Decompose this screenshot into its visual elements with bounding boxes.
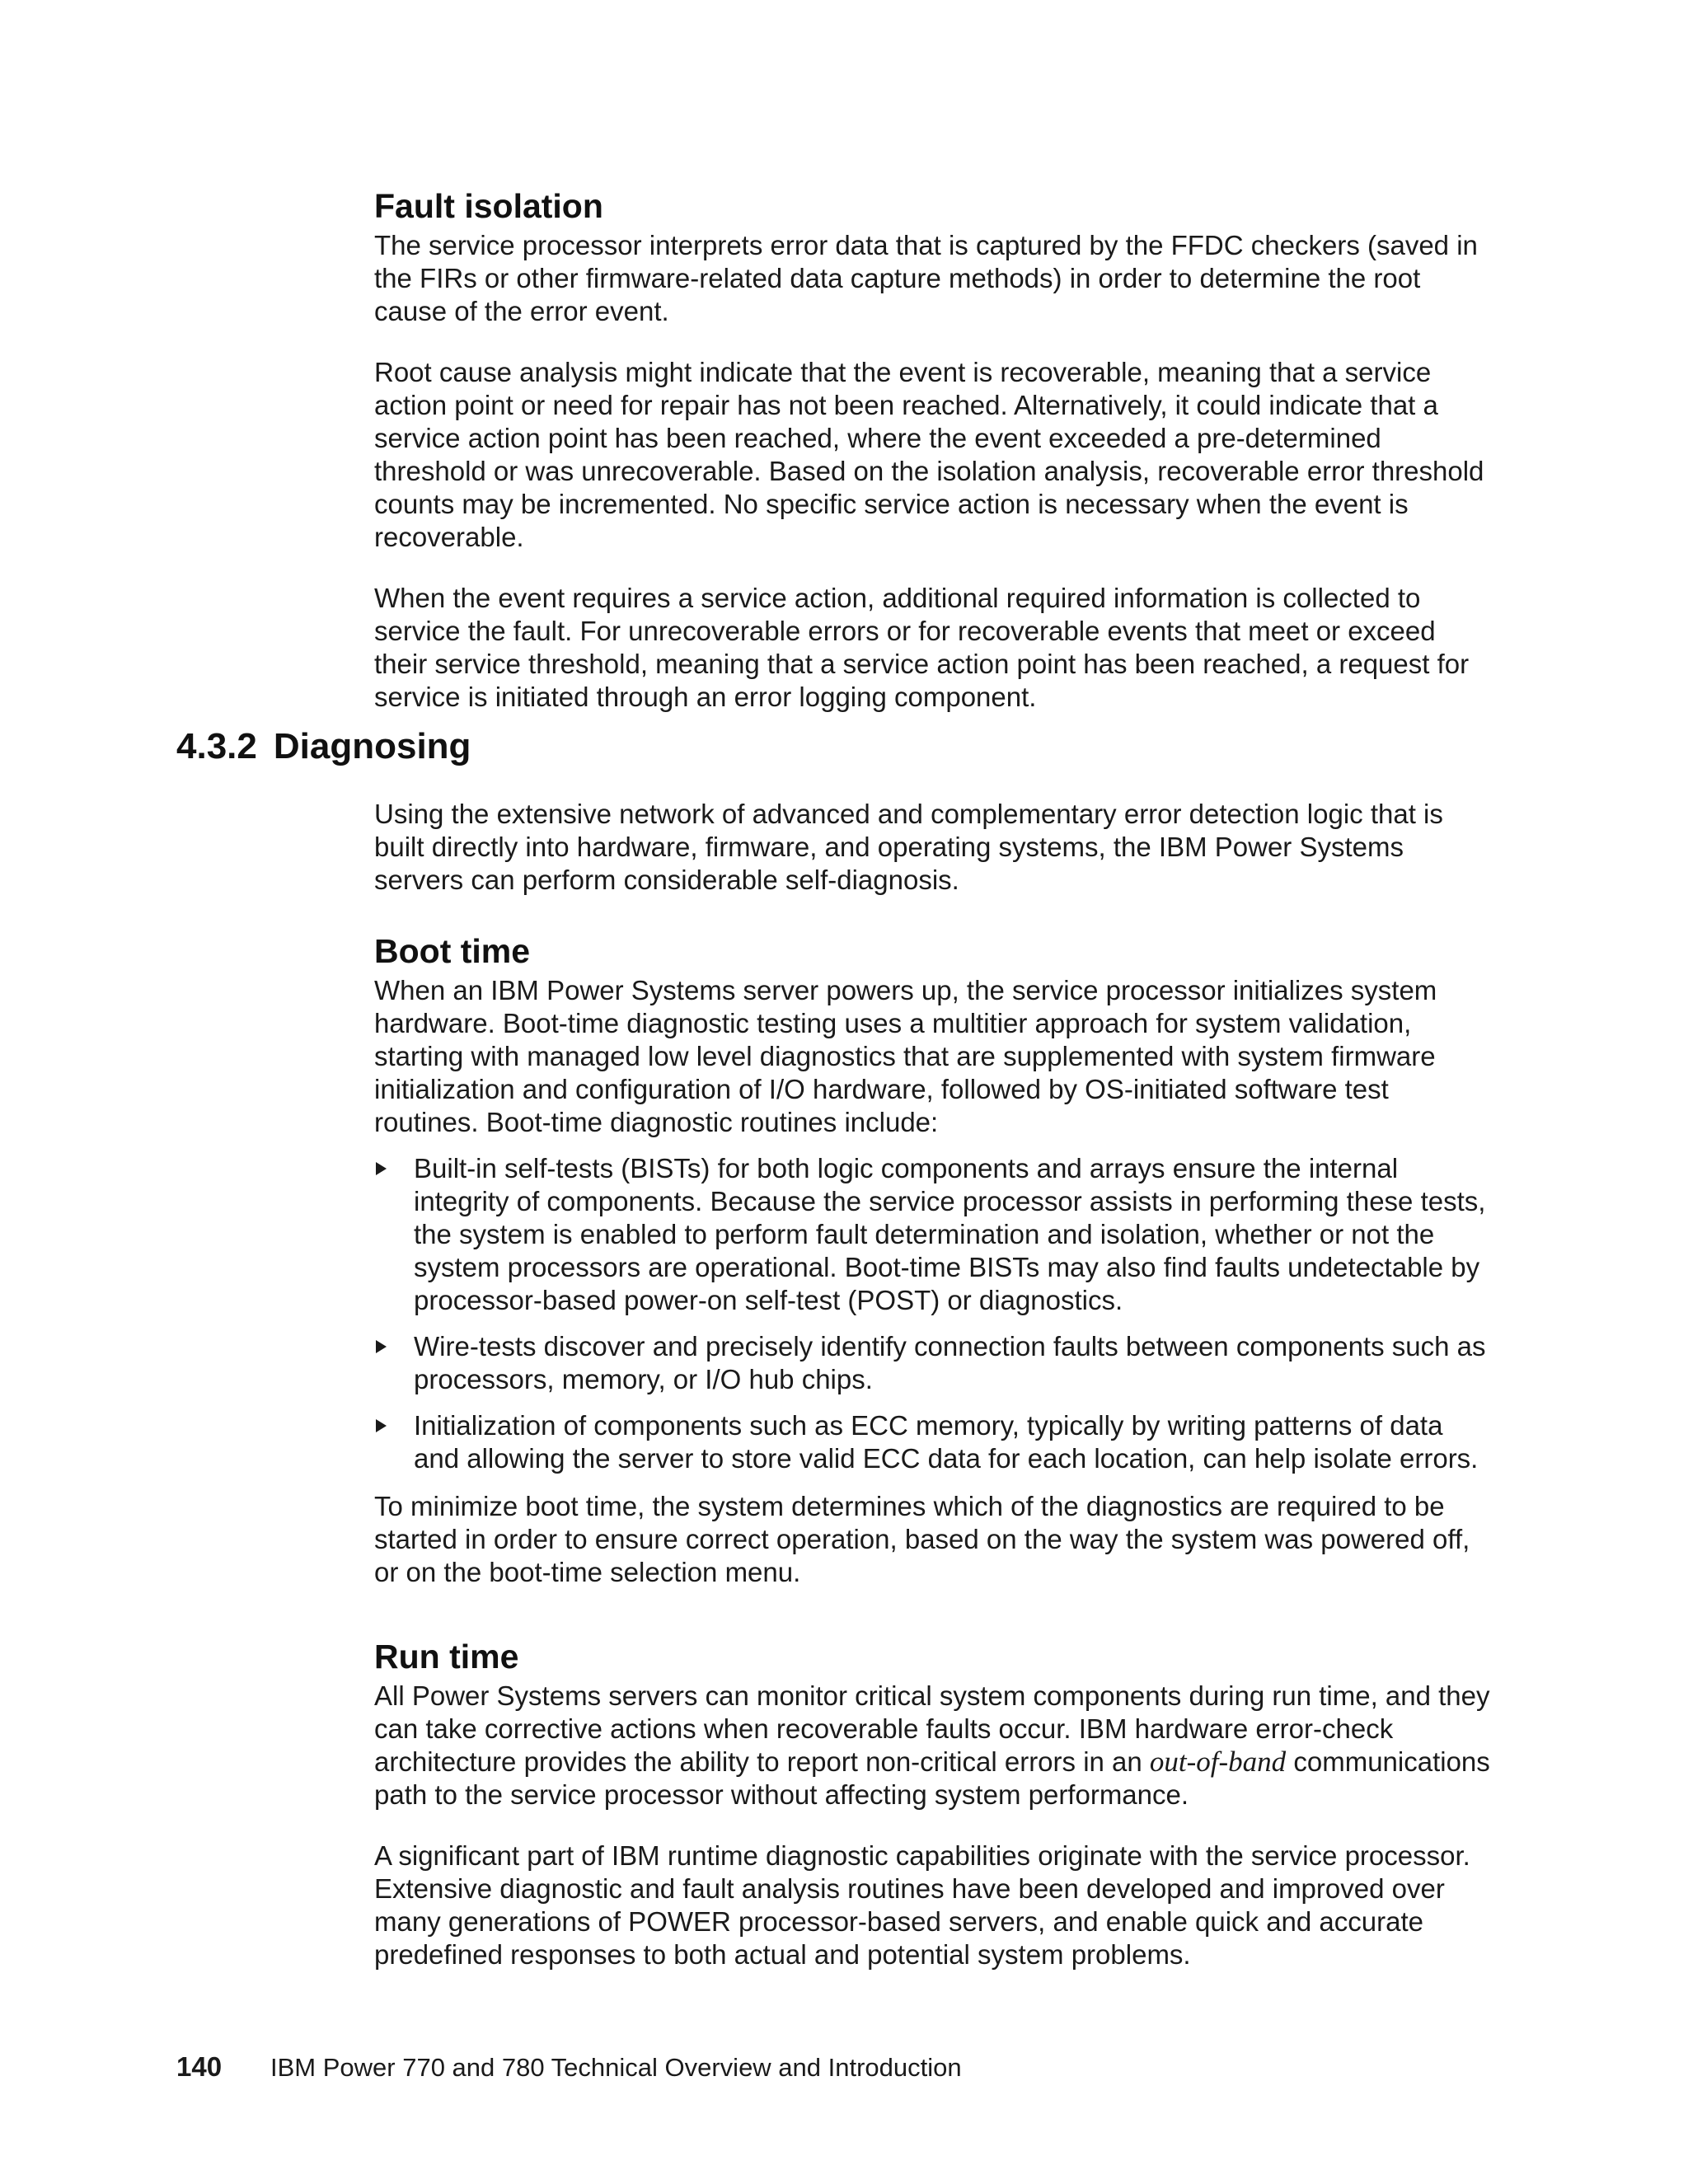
bullet-item (374, 1330, 1495, 1396)
bullet-text: Initialization of components such as ECC memory, typically by writing patterns of data and allowing the server to store valid ECC data for each location, can help isolate errors. (414, 1410, 1479, 1474)
run-time-heading: Run time (374, 1638, 519, 1675)
fault-isolation-heading: Fault isolation (374, 187, 603, 225)
book-title: IBM Power 770 and 780 Technical Overview and Introduction (270, 2053, 962, 2082)
bullet-arrow-icon (376, 1340, 387, 1353)
run-time-paragraph-1-start: All Power Systems servers can monitor critical system components during run time, and they can take corrective actions when recoverable faults occur. IBM hardware error-check architecture provides the ability to report non-critical errors in an (374, 1680, 1490, 1777)
run-time-paragraph-2: A significant part of IBM runtime diagnostic capabilities originate with the service processor. Extensive diagnostic and fault analysis routines have been developed and improved over many generations of POWER processor-based servers, and enable quick and accurate predefined responses to both actual and potential system problems. (374, 1840, 1470, 1970)
boot-time-bullet-list (374, 1152, 1495, 1475)
boot-time-outro: To minimize boot time, the system determines which of the diagnostics are required to be started in order to ensure correct operation, based on the way the system was powered off, or on the boot-time selection menu. (374, 1491, 1470, 1587)
page-footer (176, 2050, 962, 2084)
boot-time-heading: Boot time (374, 932, 531, 970)
bullet-item (374, 1409, 1495, 1475)
run-time-paragraph-1-end: communications path to the service processor without affecting system performance. (374, 1746, 1490, 1810)
run-time-paragraph-1 (374, 1680, 1495, 1811)
fault-isolation-paragraph-3: When the event requires a service action, additional required information is collected to service the fault. For unrecoverable errors or for recoverable events that meet or exceed their service threshold, meaning that a service action point has been reached, a request for service is initiated through an error logging component. (374, 583, 1470, 712)
fault-isolation-block (374, 186, 1495, 714)
bullet-item (374, 1152, 1495, 1317)
bullet-arrow-icon (376, 1419, 387, 1432)
bullet-text: Wire-tests discover and precisely identify connection faults between components such as processors, memory, or I/O hub chips. (414, 1331, 1486, 1394)
fault-isolation-paragraph-2: Root cause analysis might indicate that the event is recoverable, meaning that a service action point or need for repair has not been reached. Alternatively, it could indicate that a service action point has been reached, where the event exceeded a pre-determined threshold or was unrecoverable. Based on the isolation analysis, recoverable error threshold counts may be incremented. No specific service action is necessary when the event is recoverable. (374, 357, 1484, 552)
fault-isolation-paragraph-1: The service processor interprets error data that is captured by the FFDC checkers (saved in the FIRs or other firmware-related data capture methods) in order to determine the root cause of the error event. (374, 230, 1478, 326)
section-title (176, 724, 471, 770)
boot-time-intro: When an IBM Power Systems server powers up, the service processor initializes system hardware. Boot-time diagnostic testing uses a multitier approach for system validation, starting with managed low level diagnostics that are supplemented with system firmware initialization and configuration of I/O hardware, followed by OS-initiated software test routines. Boot-time diagnostic routines include: (374, 975, 1437, 1137)
section-title-text: Diagnosing (273, 726, 471, 766)
run-time-emphasis: out-of-band (1149, 1746, 1287, 1778)
boot-time-block (374, 931, 1495, 1589)
page-number: 140 (176, 2051, 223, 2082)
section-intro-paragraph: Using the extensive network of advanced and complementary error detection logic that is built directly into hardware, firmware, and operating systems, the IBM Power Systems servers can perform considerable self-diagnosis. (374, 799, 1443, 895)
run-time-block (374, 1637, 1495, 1971)
section-number: 4.3.2 (176, 726, 257, 766)
bullet-text: Built-in self-tests (BISTs) for both logic components and arrays ensure the internal integrity of components. Because the service processor assists in performing these tests, the system is enabled to perform fault determination and isolation, whether or not the system processors are operational. Boot-time BISTs may also find faults undetectable by processor-based power-on self-test (POST) or diagnostics. (414, 1153, 1486, 1315)
section-intro-block (374, 798, 1495, 897)
bullet-arrow-icon (376, 1162, 387, 1175)
